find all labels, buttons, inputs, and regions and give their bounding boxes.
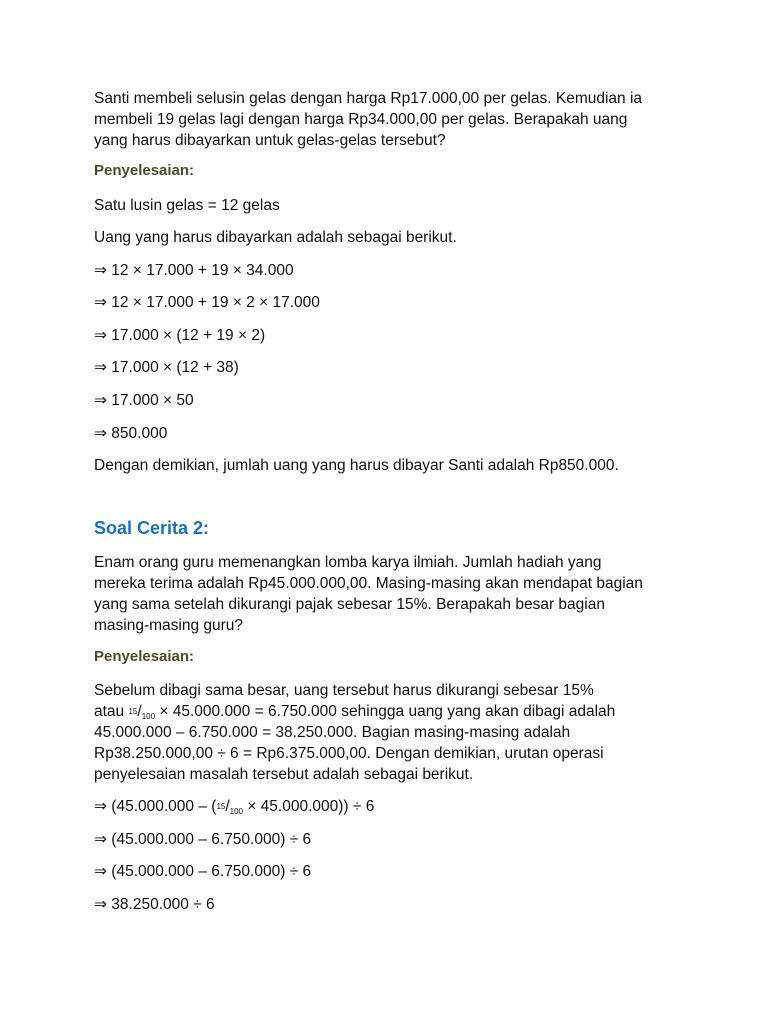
- problem2-line-2: mereka terima adalah Rp45.000.000,00. Masing-masing akan mendapat bagian: [94, 575, 643, 592]
- solution1-step-1: ⇒ 12 × 17.000 + 19 × 34.000: [94, 262, 294, 279]
- step-1-prefix: ⇒ (45.000.000 – (: [94, 798, 217, 815]
- problem2-line-3: yang sama setelah dikurangi pajak sebesar 15%. Berapakah besar bagian: [94, 596, 605, 613]
- fraction-denominator: 100: [141, 712, 156, 721]
- solution1-dozen: Satu lusin gelas = 12 gelas: [94, 197, 280, 214]
- problem2-line-1: Enam orang guru memenangkan lomba karya ilmiah. Jumlah hadiah yang: [94, 554, 602, 571]
- step-1-fraction-numerator: 15: [216, 802, 226, 811]
- problem1-line-3: yang harus dibayarkan untuk gelas-gelas tersebut?: [94, 132, 446, 149]
- solution1-step-2: ⇒ 12 × 17.000 + 19 × 2 × 17.000: [94, 294, 320, 311]
- solution1-step-4: ⇒ 17.000 × (12 + 38): [94, 359, 239, 376]
- solution2-para-line-3: 45.000.000 – 6.750.000 = 38.250.000. Bagian masing-masing adalah: [94, 724, 571, 741]
- solution2-para-line-4: Rp38.250.000,00 ÷ 6 = Rp6.375.000,00. Dengan demikian, urutan operasi: [94, 745, 604, 762]
- solution1-conclusion: Dengan demikian, jumlah uang yang harus dibayar Santi adalah Rp850.000.: [94, 457, 619, 474]
- solution1-step-5: ⇒ 17.000 × 50: [94, 392, 194, 409]
- problem1-line-1: Santi membeli selusin gelas dengan harga Rp17.000,00 per gelas. Kemudian ia: [94, 90, 643, 107]
- solution2-para-line-5: penyelesaian masalah tersebut adalah sebagai berikut.: [94, 766, 474, 783]
- solution2-step-4: ⇒ 38.250.000 ÷ 6: [94, 896, 215, 913]
- fraction-slash: /: [137, 703, 142, 720]
- solution1-heading: Penyelesaian:: [94, 162, 195, 179]
- solution1-step-3: ⇒ 17.000 × (12 + 19 × 2): [94, 327, 266, 344]
- step-1-suffix: × 45.000.000)) ÷ 6: [243, 798, 375, 815]
- solution2-step-2: ⇒ (45.000.000 – 6.750.000) ÷ 6: [94, 831, 312, 848]
- solution1-step-6: ⇒ 850.000: [94, 425, 168, 442]
- problem2-heading: Soal Cerita 2:: [94, 518, 210, 538]
- para-line-2-suffix: × 45.000.000 = 6.750.000 sehingga uang yang akan dibagi adalah: [155, 703, 616, 720]
- problem1-line-2: membeli 19 gelas lagi dengan harga Rp34.000,00 per gelas. Berapakah uang: [94, 111, 628, 128]
- step-1-fraction-slash: /: [225, 798, 230, 815]
- solution2-heading: Penyelesaian:: [94, 648, 195, 665]
- problem2-line-4: masing-masing guru?: [94, 617, 244, 634]
- solution1-intro: Uang yang harus dibayarkan adalah sebagai berikut.: [94, 229, 457, 246]
- solution2-step-1: [94, 796, 374, 822]
- solution2-step-3: ⇒ (45.000.000 – 6.750.000) ÷ 6: [94, 863, 312, 880]
- para-line-2-prefix: atau: [94, 703, 129, 720]
- step-1-fraction-denominator: 100: [229, 807, 244, 816]
- fraction-numerator: 15: [128, 707, 138, 716]
- solution2-para-line-1: Sebelum dibagi sama besar, uang tersebut harus dikurangi sebesar 15%: [94, 682, 594, 699]
